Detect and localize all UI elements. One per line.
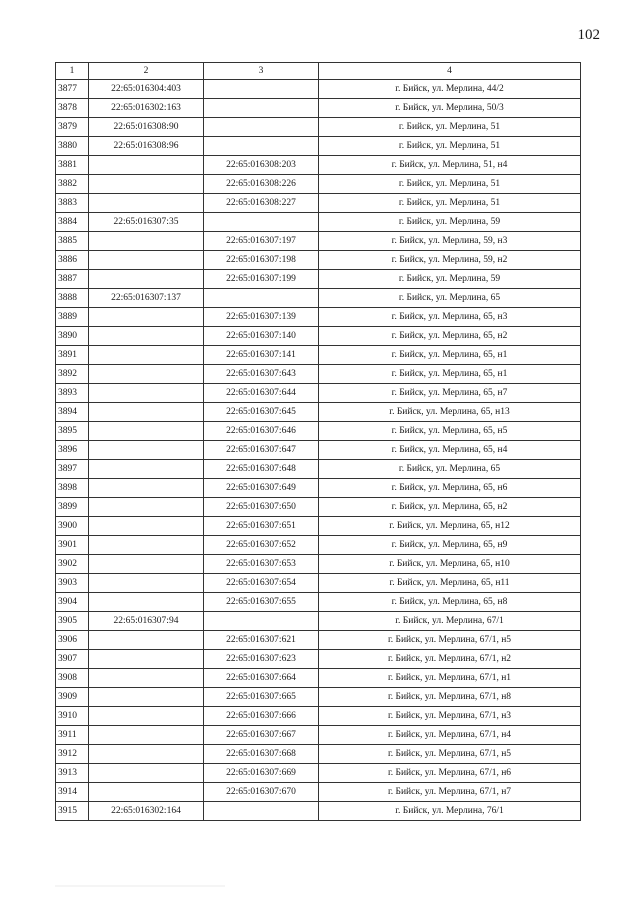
table-row: [56, 346, 581, 365]
table-row: [56, 213, 581, 232]
cadastral-number-land: [89, 327, 204, 346]
row-number: 3902: [56, 555, 89, 574]
cadastral-number-land: [89, 308, 204, 327]
cadastral-number-premises: [204, 80, 319, 99]
address-cell: г. Бийск, ул. Мерлина, 67/1, н5: [319, 631, 581, 650]
address-cell: г. Бийск, ул. Мерлина, 65, н13: [319, 403, 581, 422]
cadastral-number-premises: 22:65:016307:651: [204, 517, 319, 536]
cadastral-number-premises: 22:65:016307:197: [204, 232, 319, 251]
table-row: [56, 403, 581, 422]
cadastral-number-land: [89, 194, 204, 213]
table-row: [56, 726, 581, 745]
row-number: 3887: [56, 270, 89, 289]
row-number: 3894: [56, 403, 89, 422]
cadastral-number-premises: 22:65:016307:669: [204, 764, 319, 783]
address-cell: г. Бийск, ул. Мерлина, 59: [319, 213, 581, 232]
address-cell: г. Бийск, ул. Мерлина, 65: [319, 289, 581, 308]
table-row: [56, 707, 581, 726]
cadastral-number-land: [89, 555, 204, 574]
cadastral-number-land: [89, 346, 204, 365]
table-row: [56, 783, 581, 802]
row-number: 3888: [56, 289, 89, 308]
address-cell: г. Бийск, ул. Мерлина, 65, н11: [319, 574, 581, 593]
address-cell: г. Бийск, ул. Мерлина, 65, н10: [319, 555, 581, 574]
cadastral-number-land: [89, 460, 204, 479]
table-row: [56, 460, 581, 479]
cadastral-number-premises: 22:65:016307:668: [204, 745, 319, 764]
table-row: [56, 308, 581, 327]
cadastral-number-premises: 22:65:016307:644: [204, 384, 319, 403]
cadastral-number-land: 22:65:016308:96: [89, 137, 204, 156]
page-number: 102: [577, 27, 600, 43]
cadastral-number-land: [89, 156, 204, 175]
cadastral-number-land: 22:65:016307:137: [89, 289, 204, 308]
address-cell: г. Бийск, ул. Мерлина, 51: [319, 137, 581, 156]
cadastral-number-premises: 22:65:016307:666: [204, 707, 319, 726]
row-number: 3896: [56, 441, 89, 460]
address-cell: г. Бийск, ул. Мерлина, 65, н6: [319, 479, 581, 498]
address-cell: г. Бийск, ул. Мерлина, 67/1, н5: [319, 745, 581, 764]
cadastral-number-premises: 22:65:016307:141: [204, 346, 319, 365]
table-row: [56, 118, 581, 137]
row-number: 3903: [56, 574, 89, 593]
row-number: 3898: [56, 479, 89, 498]
table-row: [56, 593, 581, 612]
row-number: 3892: [56, 365, 89, 384]
property-table: [55, 62, 581, 821]
cadastral-number-land: [89, 764, 204, 783]
row-number: 3904: [56, 593, 89, 612]
cadastral-number-premises: 22:65:016307:649: [204, 479, 319, 498]
cadastral-number-premises: 22:65:016307:670: [204, 783, 319, 802]
cadastral-number-land: [89, 631, 204, 650]
table-row: [56, 612, 581, 631]
table-row: [56, 517, 581, 536]
cadastral-number-land: [89, 726, 204, 745]
cadastral-number-premises: 22:65:016307:647: [204, 441, 319, 460]
cadastral-number-land: [89, 479, 204, 498]
cadastral-number-land: [89, 688, 204, 707]
row-number: 3909: [56, 688, 89, 707]
column-header: 2: [89, 63, 204, 80]
table-row: [56, 384, 581, 403]
table-row: [56, 232, 581, 251]
cadastral-number-premises: 22:65:016308:226: [204, 175, 319, 194]
cadastral-number-land: [89, 422, 204, 441]
cadastral-number-land: [89, 707, 204, 726]
row-number: 3908: [56, 669, 89, 688]
cadastral-number-premises: 22:65:016307:621: [204, 631, 319, 650]
table-row: [56, 175, 581, 194]
cadastral-number-land: 22:65:016308:90: [89, 118, 204, 137]
table-header-row: [56, 63, 581, 80]
cadastral-number-land: 22:65:016302:163: [89, 99, 204, 118]
cadastral-number-premises: 22:65:016307:664: [204, 669, 319, 688]
row-number: 3910: [56, 707, 89, 726]
address-cell: г. Бийск, ул. Мерлина, 65, н1: [319, 365, 581, 384]
cadastral-number-premises: 22:65:016307:198: [204, 251, 319, 270]
cadastral-number-premises: [204, 99, 319, 118]
address-cell: г. Бийск, ул. Мерлина, 65, н5: [319, 422, 581, 441]
cadastral-number-land: [89, 232, 204, 251]
cadastral-number-premises: 22:65:016307:139: [204, 308, 319, 327]
address-cell: г. Бийск, ул. Мерлина, 67/1, н7: [319, 783, 581, 802]
column-header: 1: [56, 63, 89, 80]
address-cell: г. Бийск, ул. Мерлина, 65, н2: [319, 327, 581, 346]
row-number: 3912: [56, 745, 89, 764]
cadastral-number-premises: 22:65:016307:646: [204, 422, 319, 441]
address-cell: г. Бийск, ул. Мерлина, 67/1, н6: [319, 764, 581, 783]
cadastral-number-land: [89, 745, 204, 764]
table-row: [56, 669, 581, 688]
row-number: 3897: [56, 460, 89, 479]
cadastral-number-premises: [204, 289, 319, 308]
address-cell: г. Бийск, ул. Мерлина, 67/1, н4: [319, 726, 581, 745]
address-cell: г. Бийск, ул. Мерлина, 65, н9: [319, 536, 581, 555]
column-header: 3: [204, 63, 319, 80]
address-cell: г. Бийск, ул. Мерлина, 65, н1: [319, 346, 581, 365]
row-number: 3889: [56, 308, 89, 327]
cadastral-number-land: 22:65:016302:164: [89, 802, 204, 821]
row-number: 3877: [56, 80, 89, 99]
table-row: [56, 270, 581, 289]
table-row: [56, 422, 581, 441]
cadastral-number-premises: 22:65:016307:650: [204, 498, 319, 517]
table-row: [56, 745, 581, 764]
cadastral-number-land: [89, 175, 204, 194]
table-row: [56, 574, 581, 593]
address-cell: г. Бийск, ул. Мерлина, 67/1, н8: [319, 688, 581, 707]
row-number: 3886: [56, 251, 89, 270]
row-number: 3880: [56, 137, 89, 156]
table-row: [56, 688, 581, 707]
cadastral-number-premises: 22:65:016307:652: [204, 536, 319, 555]
row-number: 3878: [56, 99, 89, 118]
table-row: [56, 80, 581, 99]
cadastral-number-land: [89, 441, 204, 460]
row-number: 3901: [56, 536, 89, 555]
address-cell: г. Бийск, ул. Мерлина, 76/1: [319, 802, 581, 821]
table-row: [56, 631, 581, 650]
table-row: [56, 650, 581, 669]
address-cell: г. Бийск, ул. Мерлина, 65, н12: [319, 517, 581, 536]
cadastral-number-premises: 22:65:016307:623: [204, 650, 319, 669]
cadastral-number-land: [89, 783, 204, 802]
row-number: 3895: [56, 422, 89, 441]
cadastral-number-land: 22:65:016304:403: [89, 80, 204, 99]
address-cell: г. Бийск, ул. Мерлина, 65, н2: [319, 498, 581, 517]
table-row: [56, 251, 581, 270]
cadastral-number-land: 22:65:016307:94: [89, 612, 204, 631]
cadastral-number-land: [89, 384, 204, 403]
cadastral-number-premises: 22:65:016307:653: [204, 555, 319, 574]
table-row: [56, 802, 581, 821]
row-number: 3915: [56, 802, 89, 821]
cadastral-number-premises: 22:65:016308:227: [204, 194, 319, 213]
row-number: 3911: [56, 726, 89, 745]
table-row: [56, 365, 581, 384]
address-cell: г. Бийск, ул. Мерлина, 67/1, н3: [319, 707, 581, 726]
table-row: [56, 137, 581, 156]
cadastral-number-premises: 22:65:016307:199: [204, 270, 319, 289]
cadastral-number-premises: 22:65:016307:140: [204, 327, 319, 346]
address-cell: г. Бийск, ул. Мерлина, 51: [319, 194, 581, 213]
table-row: [56, 498, 581, 517]
footer-mark: [55, 885, 225, 887]
row-number: 3907: [56, 650, 89, 669]
cadastral-number-premises: 22:65:016307:655: [204, 593, 319, 612]
table-row: [56, 327, 581, 346]
cadastral-number-land: [89, 574, 204, 593]
address-cell: г. Бийск, ул. Мерлина, 59, н3: [319, 232, 581, 251]
row-number: 3883: [56, 194, 89, 213]
cadastral-number-land: [89, 498, 204, 517]
row-number: 3882: [56, 175, 89, 194]
cadastral-number-premises: 22:65:016307:667: [204, 726, 319, 745]
address-cell: г. Бийск, ул. Мерлина, 51: [319, 175, 581, 194]
row-number: 3890: [56, 327, 89, 346]
table-row: [56, 536, 581, 555]
address-cell: г. Бийск, ул. Мерлина, 51: [319, 118, 581, 137]
cadastral-number-land: [89, 650, 204, 669]
row-number: 3891: [56, 346, 89, 365]
cadastral-number-premises: [204, 802, 319, 821]
address-cell: г. Бийск, ул. Мерлина, 65, н8: [319, 593, 581, 612]
address-cell: г. Бийск, ул. Мерлина, 67/1, н2: [319, 650, 581, 669]
address-cell: г. Бийск, ул. Мерлина, 44/2: [319, 80, 581, 99]
row-number: 3884: [56, 213, 89, 232]
table-row: [56, 479, 581, 498]
cadastral-number-premises: 22:65:016307:648: [204, 460, 319, 479]
cadastral-number-land: 22:65:016307:35: [89, 213, 204, 232]
row-number: 3899: [56, 498, 89, 517]
row-number: 3893: [56, 384, 89, 403]
row-number: 3914: [56, 783, 89, 802]
cadastral-number-premises: [204, 137, 319, 156]
cadastral-number-premises: 22:65:016307:643: [204, 365, 319, 384]
address-cell: г. Бийск, ул. Мерлина, 65, н3: [319, 308, 581, 327]
address-cell: г. Бийск, ул. Мерлина, 65: [319, 460, 581, 479]
cadastral-number-land: [89, 669, 204, 688]
cadastral-number-land: [89, 593, 204, 612]
cadastral-number-land: [89, 403, 204, 422]
table-row: [56, 99, 581, 118]
cadastral-number-premises: 22:65:016308:203: [204, 156, 319, 175]
address-cell: г. Бийск, ул. Мерлина, 65, н7: [319, 384, 581, 403]
address-cell: г. Бийск, ул. Мерлина, 59, н2: [319, 251, 581, 270]
row-number: 3885: [56, 232, 89, 251]
table-row: [56, 156, 581, 175]
address-cell: г. Бийск, ул. Мерлина, 67/1, н1: [319, 669, 581, 688]
table-row: [56, 764, 581, 783]
row-number: 3881: [56, 156, 89, 175]
cadastral-number-premises: 22:65:016307:645: [204, 403, 319, 422]
row-number: 3913: [56, 764, 89, 783]
table-row: [56, 194, 581, 213]
table-row: [56, 555, 581, 574]
table-row: [56, 441, 581, 460]
address-cell: г. Бийск, ул. Мерлина, 65, н4: [319, 441, 581, 460]
cadastral-number-land: [89, 517, 204, 536]
cadastral-number-land: [89, 536, 204, 555]
cadastral-number-land: [89, 270, 204, 289]
cadastral-number-land: [89, 251, 204, 270]
table-row: [56, 289, 581, 308]
row-number: 3905: [56, 612, 89, 631]
address-cell: г. Бийск, ул. Мерлина, 59: [319, 270, 581, 289]
cadastral-number-premises: 22:65:016307:665: [204, 688, 319, 707]
address-cell: г. Бийск, ул. Мерлина, 51, н4: [319, 156, 581, 175]
column-header: 4: [319, 63, 581, 80]
cadastral-number-land: [89, 365, 204, 384]
row-number: 3906: [56, 631, 89, 650]
cadastral-number-premises: [204, 612, 319, 631]
address-cell: г. Бийск, ул. Мерлина, 67/1: [319, 612, 581, 631]
cadastral-number-premises: [204, 118, 319, 137]
row-number: 3879: [56, 118, 89, 137]
cadastral-number-premises: 22:65:016307:654: [204, 574, 319, 593]
row-number: 3900: [56, 517, 89, 536]
cadastral-number-premises: [204, 213, 319, 232]
address-cell: г. Бийск, ул. Мерлина, 50/3: [319, 99, 581, 118]
